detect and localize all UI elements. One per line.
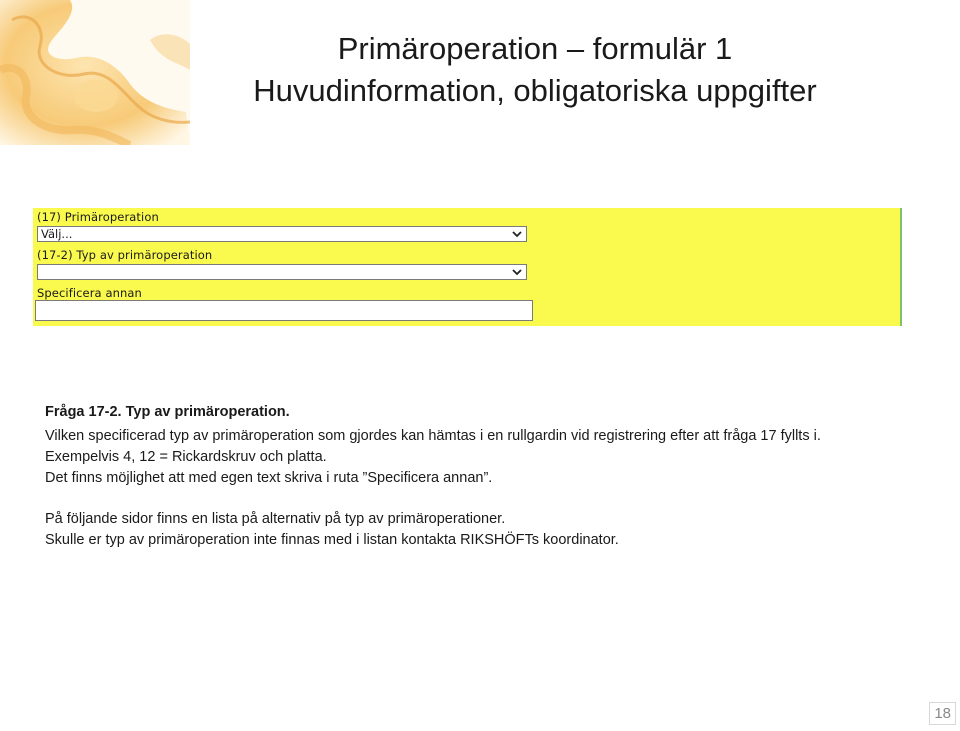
description-line-3: Det finns möjlighet att med egen text skriva i ruta ”Specificera annan”. bbox=[45, 470, 493, 486]
slide-title bbox=[230, 28, 840, 112]
question-heading: Fråga 17-2. Typ av primäroperation. bbox=[45, 404, 290, 420]
description-line-4: På följande sidor finns en lista på alternativ på typ av primäroperationer. bbox=[45, 511, 506, 527]
q17-2-label: (17-2) Typ av primäroperation bbox=[37, 248, 213, 262]
description-line-1: Vilken specificerad typ av primäroperation som gjordes kan hämtas i en rullgardin vid registrering efter att fråga 17 fyllts i. bbox=[45, 428, 821, 444]
q17-select-value: Välj... bbox=[41, 227, 73, 241]
description-line-5: Skulle er typ av primäroperation inte finnas med i listan kontakta RIKSHÖFTs koordinator. bbox=[45, 532, 619, 548]
q17-label: (17) Primäroperation bbox=[37, 210, 159, 224]
page-number: 18 bbox=[929, 702, 956, 725]
description-line-2: Exempelvis 4, 12 = Rickardskruv och platta. bbox=[45, 449, 327, 465]
q17-select[interactable] bbox=[37, 226, 527, 242]
specify-other-input[interactable] bbox=[35, 300, 533, 321]
hip-bone-decoration bbox=[0, 0, 190, 145]
form-screenshot-panel bbox=[33, 208, 902, 326]
chevron-down-icon bbox=[511, 228, 523, 240]
q17-2-select[interactable] bbox=[37, 264, 527, 280]
title-line-1: Primäroperation – formulär 1 bbox=[337, 31, 733, 66]
specify-other-label: Specificera annan bbox=[37, 286, 142, 300]
title-line-2: Huvudinformation, obligatoriska uppgifter bbox=[253, 73, 817, 108]
chevron-down-icon bbox=[511, 266, 523, 278]
